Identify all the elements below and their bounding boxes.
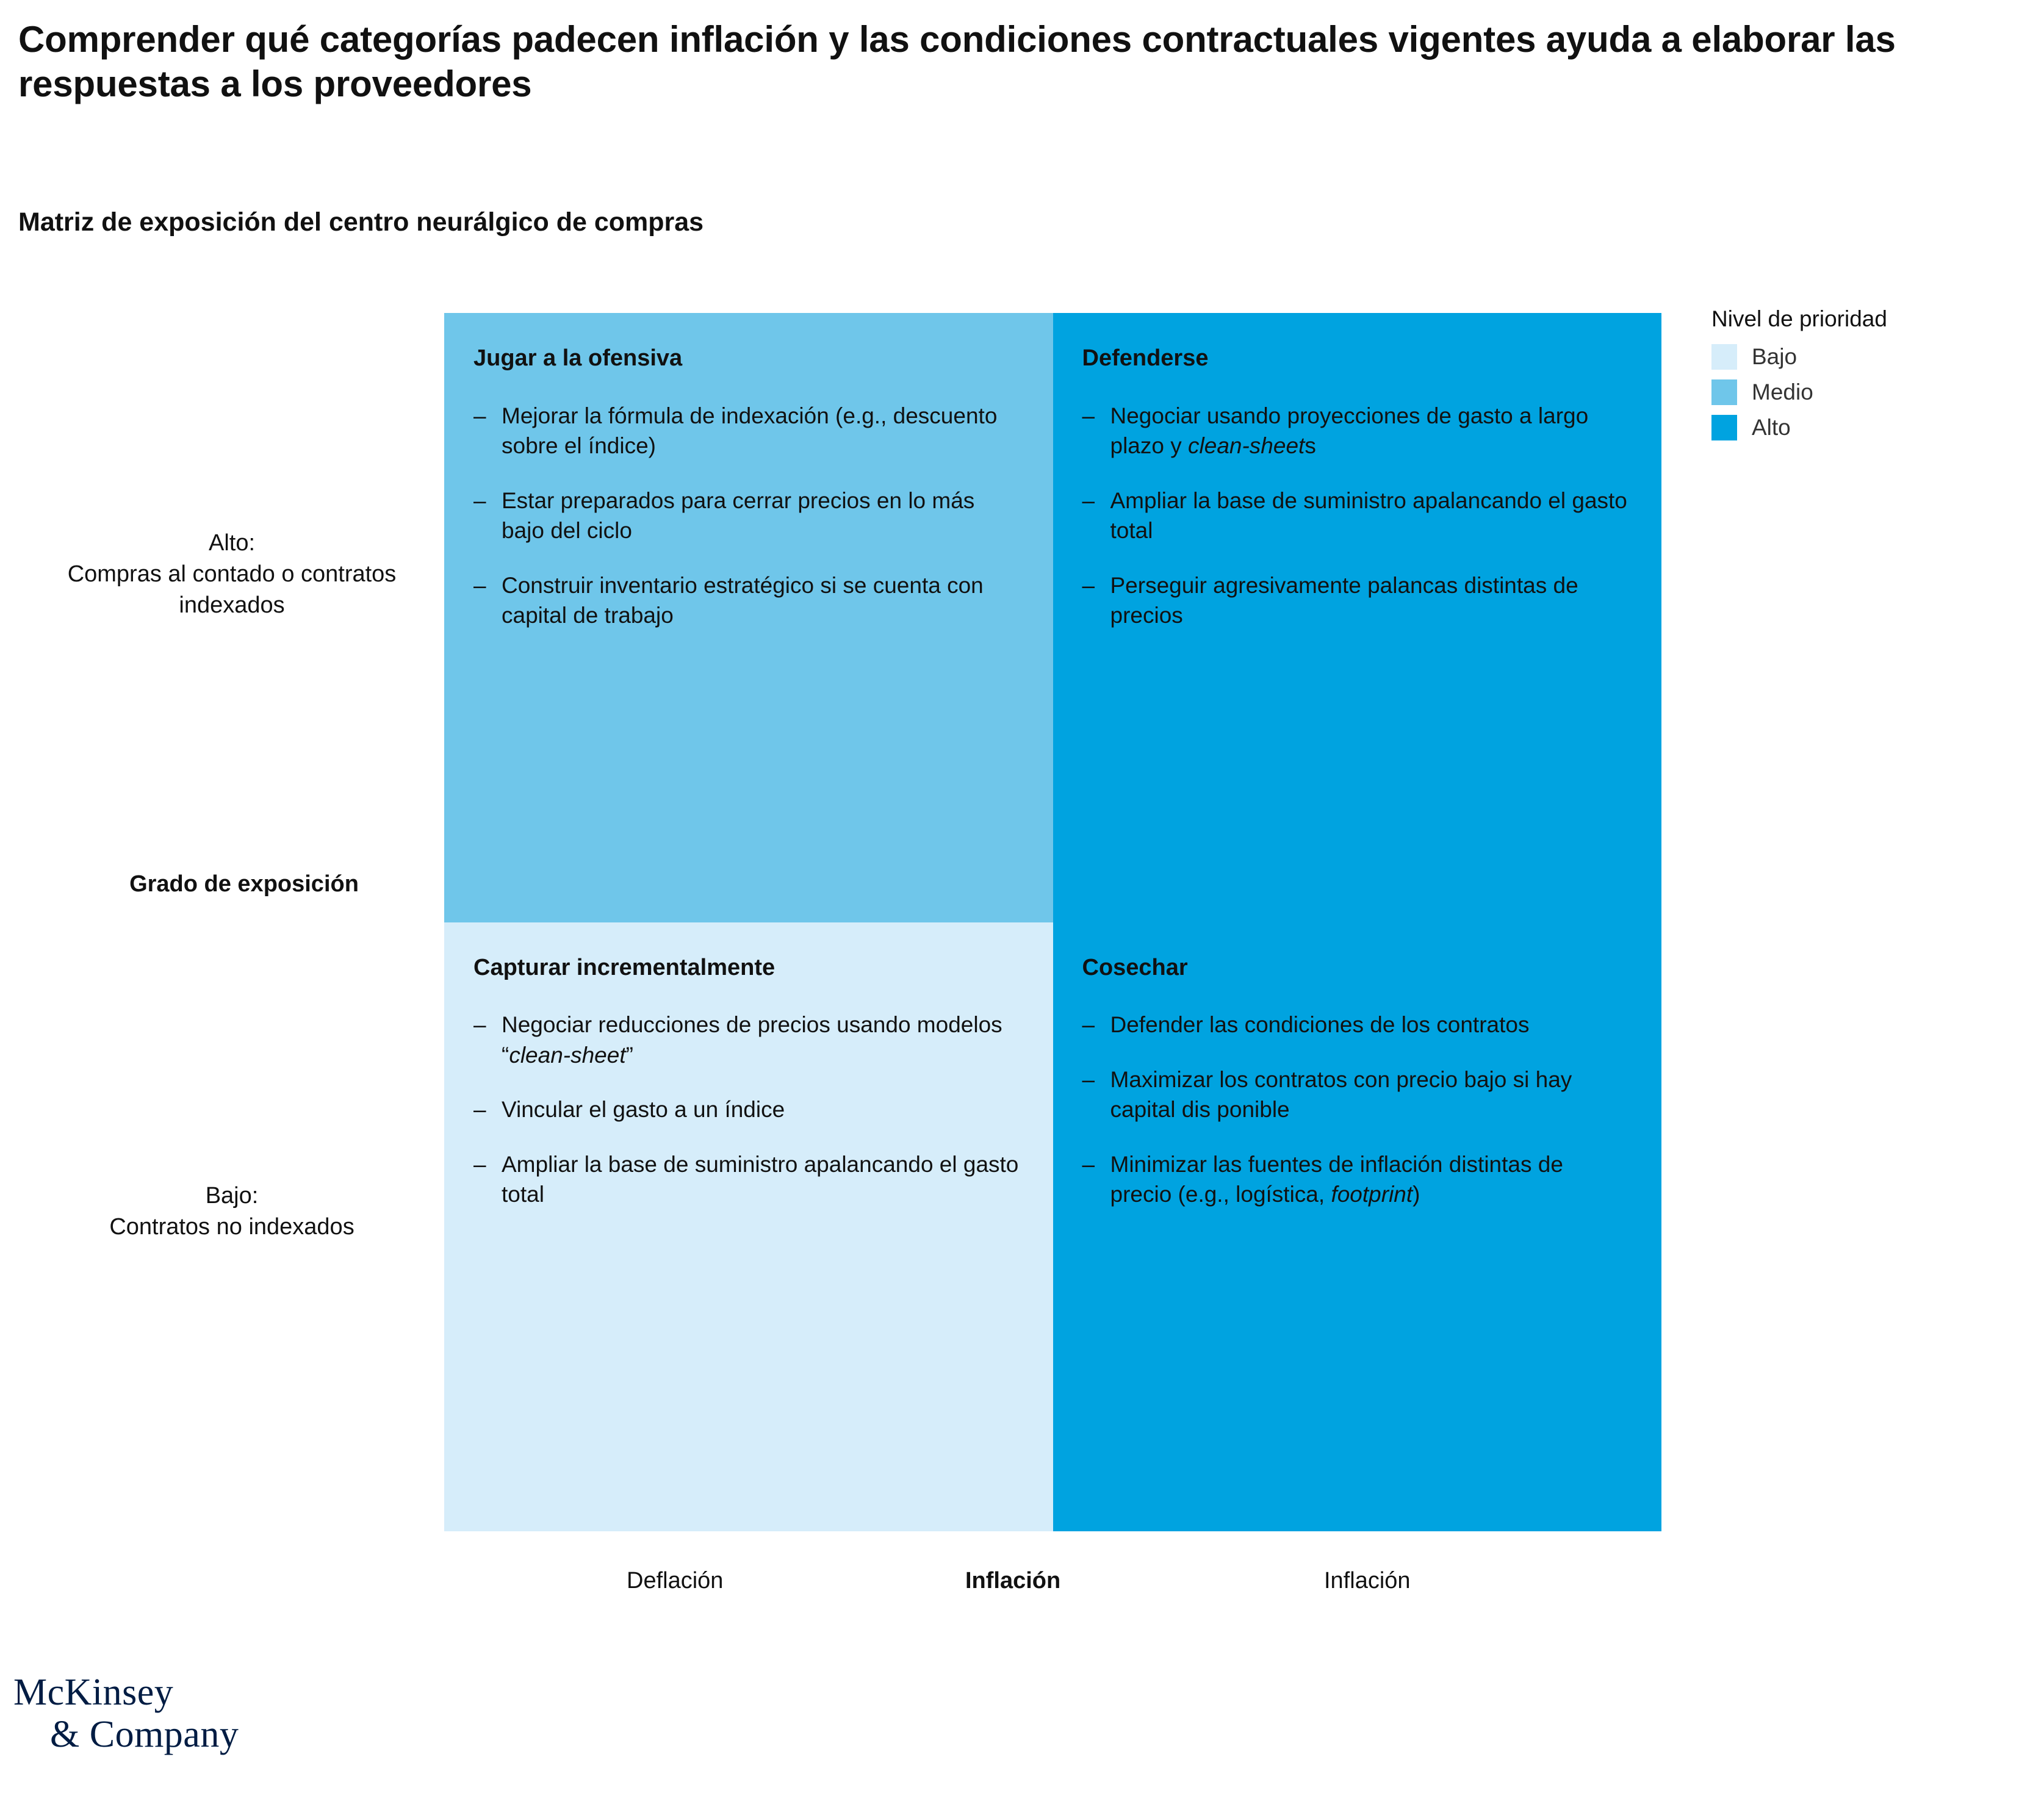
bullet-text: Mejorar la fórmula de indexación (e.g., descuento sobre el índice) <box>502 403 998 459</box>
list-item <box>1082 486 1628 546</box>
dash-icon: – <box>1082 487 1095 513</box>
quadrant-bullet-list <box>473 1010 1020 1210</box>
x-axis-label-middle: Inflación <box>965 1568 1061 1594</box>
quadrant-title: Jugar a la ofensiva <box>473 345 683 371</box>
dash-icon: – <box>1082 1151 1095 1177</box>
bullet-text: Construir inventario estratégico si se cuenta con capital de trabajo <box>502 572 984 628</box>
x-axis-label-right: Inflación <box>1324 1568 1411 1594</box>
dash-icon: – <box>473 487 486 513</box>
chart-subtitle: Matriz de exposición del centro neurálgico de compras <box>18 207 704 237</box>
list-item <box>1082 1065 1628 1125</box>
quadrant-top-right <box>1053 313 1662 922</box>
legend-item-alto <box>1711 415 2017 440</box>
list-item <box>473 1094 1020 1125</box>
bullet-text: Vincular el gasto a un índice <box>502 1097 785 1123</box>
quadrant-bottom-left <box>444 922 1053 1532</box>
y-axis-label-high <box>31 528 433 621</box>
legend-swatch-icon <box>1711 344 1737 370</box>
x-axis-label-left: Deflación <box>627 1568 724 1594</box>
bullet-text: Estar preparados para cerrar precios en lo más bajo del ciclo <box>502 487 975 544</box>
y-axis-label-low <box>31 1181 433 1243</box>
bullet-text: Ampliar la base de suministro apalancando el gasto total <box>1110 487 1627 544</box>
y-axis-label-high-line1: Alto: <box>208 530 256 556</box>
dash-icon: – <box>473 572 486 598</box>
list-item <box>1082 1149 1628 1210</box>
legend-item-label: Medio <box>1752 379 1813 404</box>
list-item <box>473 570 1020 631</box>
y-axis-label-low-line1: Bajo: <box>205 1183 259 1209</box>
dash-icon: – <box>473 1012 486 1038</box>
quadrant-bullet-list <box>473 401 1020 631</box>
quadrant-title: Cosechar <box>1082 954 1188 980</box>
dash-icon: – <box>1082 1066 1095 1092</box>
logo-line-2: & Company <box>50 1714 239 1756</box>
bullet-text: Negociar reducciones de precios usando modelos “clean-sheet” <box>502 1012 1002 1068</box>
bullet-text: Defender las condiciones de los contratos <box>1110 1012 1530 1038</box>
y-axis-label-high-line2: Compras al contado o contratos indexados <box>67 561 397 618</box>
dash-icon: – <box>473 1097 486 1123</box>
list-item <box>1082 401 1628 461</box>
list-item <box>473 1010 1020 1070</box>
list-item <box>1082 570 1628 631</box>
legend-item-label: Bajo <box>1752 344 1797 369</box>
y-axis-label-low-line2: Contratos no indexados <box>109 1213 354 1240</box>
page-title: Comprender qué categorías padecen inflación y las condiciones contractuales vigentes ayuda a elaborar las respuestas a los proveedores <box>18 19 1896 105</box>
legend-item-label: Alto <box>1752 415 1791 440</box>
exposure-matrix <box>444 312 1662 1532</box>
legend-swatch-icon <box>1711 415 1737 440</box>
quadrant-title: Defenderse <box>1082 345 1209 371</box>
legend-item-medio <box>1711 379 2017 405</box>
mckinsey-logo <box>13 1672 239 1756</box>
legend <box>1711 306 2017 450</box>
y-axis-title: Grado de exposición <box>129 871 359 897</box>
dash-icon: – <box>473 403 486 428</box>
quadrant-title: Capturar incrementalmente <box>473 954 775 980</box>
dash-icon: – <box>1082 1012 1095 1038</box>
quadrant-top-left <box>444 313 1053 922</box>
legend-title: Nivel de prioridad <box>1711 306 1887 331</box>
dash-icon: – <box>1082 403 1095 428</box>
bullet-text: Negociar usando proyecciones de gasto a largo plazo y clean-sheets <box>1110 403 1589 459</box>
bullet-text: Ampliar la base de suministro apalancando el gasto total <box>502 1151 1019 1207</box>
list-item <box>473 486 1020 546</box>
quadrant-bullet-list <box>1082 1010 1628 1210</box>
list-item <box>473 401 1020 461</box>
bullet-text: Maximizar los contratos con precio bajo si hay capital dis ponible <box>1110 1066 1572 1123</box>
legend-swatch-icon <box>1711 379 1737 405</box>
bullet-text: Perseguir agresivamente palancas distintas de precios <box>1110 572 1578 628</box>
list-item <box>473 1149 1020 1210</box>
list-item <box>1082 1010 1628 1040</box>
legend-item-bajo <box>1711 344 2017 370</box>
x-axis-labels <box>444 1568 1661 1605</box>
quadrant-bottom-right <box>1053 922 1662 1532</box>
logo-line-1: McKinsey <box>13 1672 174 1713</box>
bullet-text: Minimizar las fuentes de inflación distintas de precio (e.g., logística, footprint) <box>1110 1151 1563 1207</box>
dash-icon: – <box>473 1151 486 1177</box>
quadrant-bullet-list <box>1082 401 1628 631</box>
dash-icon: – <box>1082 572 1095 598</box>
